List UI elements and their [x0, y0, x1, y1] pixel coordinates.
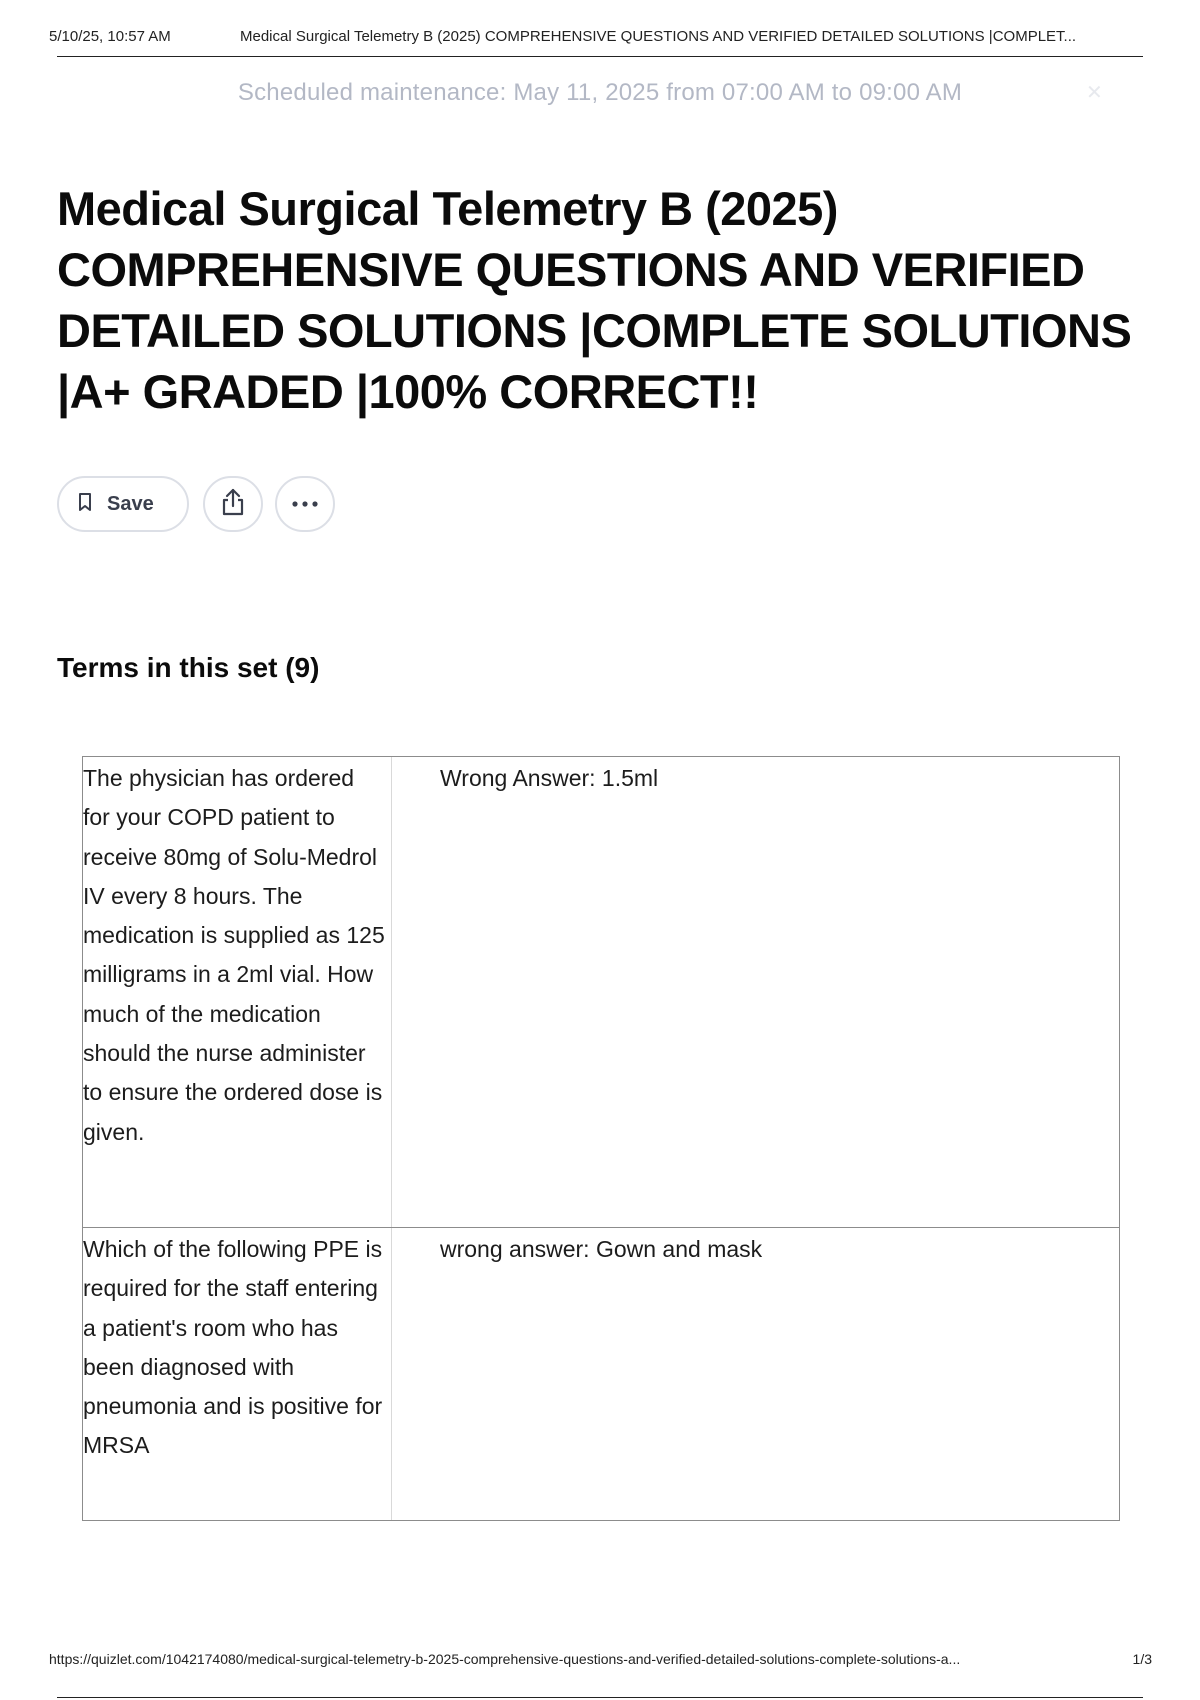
print-header [49, 28, 1147, 45]
page-url: https://quizlet.com/1042174080/medical-surgical-telemetry-b-2025-comprehensive-questions-and-verified-detailed-solutions-complete-solutions-a... [49, 1651, 961, 1667]
term-answer: Wrong Answer: 1.5ml [440, 765, 659, 791]
page-number: 1/3 [1132, 1651, 1152, 1667]
set-actions [57, 476, 335, 532]
header-divider [57, 56, 1143, 57]
print-footer [49, 1651, 1152, 1667]
save-label: Save [107, 492, 154, 515]
footer-divider [57, 1697, 1143, 1698]
bookmark-icon [77, 492, 93, 517]
close-icon[interactable]: ✕ [1086, 82, 1103, 104]
print-page-title: Medical Surgical Telemetry B (2025) COMPREHENSIVE QUESTIONS AND VERIFIED DETAILED SOLUTIONS |COMPLET... [240, 28, 1077, 45]
maintenance-banner [0, 79, 1200, 107]
print-datetime: 5/10/25, 10:57 AM [49, 28, 171, 45]
term-row [83, 757, 1119, 1227]
share-button[interactable] [203, 476, 263, 532]
share-icon [220, 487, 246, 522]
set-title: Medical Surgical Telemetry B (2025) COMPREHENSIVE QUESTIONS AND VERIFIED DETAILED SOLUTIONS |COMPLETE SOLUTIONS |A+ GRADED |100% CORRECT!! [57, 182, 1132, 418]
term-question: The physician has ordered for your COPD patient to receive 80mg of Solu-Medrol IV every 8 hours. The medication is supplied as 125 milligrams in a 2ml vial. How much of the medication should the nurse administer to ensure the ordered dose is given. [83, 757, 392, 1227]
terms-table [82, 756, 1120, 1521]
maintenance-text: Scheduled maintenance: May 11, 2025 from 07:00 AM to 09:00 AM [237, 79, 963, 106]
term-row [83, 1227, 1119, 1520]
terms-heading: Terms in this set (9) [57, 652, 320, 683]
term-question: Which of the following PPE is required for the staff entering a patient's room who has been diagnosed with pneumonia and is positive for MRSA [83, 1228, 392, 1520]
more-button[interactable] [275, 476, 335, 532]
save-button[interactable] [57, 476, 189, 532]
more-icon [290, 495, 320, 513]
term-answer: wrong answer: Gown and mask [440, 1236, 763, 1262]
